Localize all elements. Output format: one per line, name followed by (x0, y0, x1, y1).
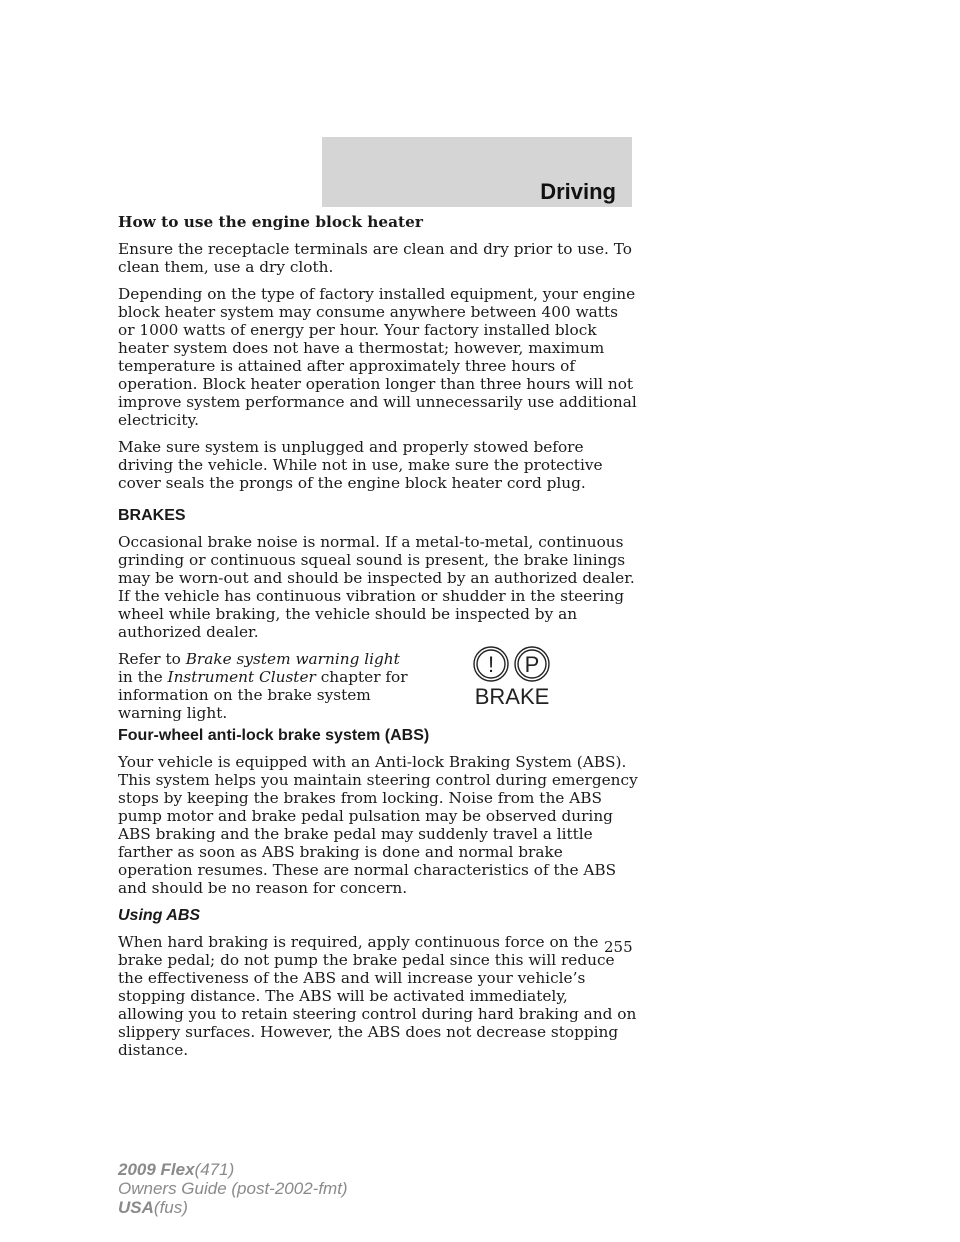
abs-paragraph-1: Your vehicle is equipped with an Anti-lock Braking System (ABS). This system helps you maintain steering control during emergency stops by keeping the brakes from locking. Noise from the ABS pump motor and brake pedal pulsation may be observed during ABS braking and the brake pedal may suddenly travel a little farther as soon as ABS braking is done and normal brake operation resumes. These are normal characteristics of the ABS and should be no reason for concern. (118, 753, 638, 897)
block-heater-heading: How to use the engine block heater (118, 213, 423, 231)
ref-suffix: chapter for information on the brake system warning light. (118, 668, 408, 722)
block-heater-paragraph-3: Make sure system is unplugged and properly stowed before driving the vehicle. While not in use, make sure the protective cover seals the prongs of the engine block heater cord plug. (118, 438, 603, 492)
footer-line-3 (118, 1198, 348, 1217)
ref-mid: in the (118, 668, 168, 686)
page-content (118, 213, 638, 1068)
footer-line-2: Owners Guide (post-2002-fmt) (118, 1179, 348, 1198)
block-heater-paragraph-1: Ensure the receptacle terminals are clean and dry prior to use. To clean them, use a dry cloth. (118, 240, 632, 276)
ref-instrument-cluster: Instrument Cluster (167, 668, 316, 686)
footer-metadata (118, 1160, 348, 1217)
brake-reference-text (118, 650, 408, 722)
using-abs-heading: Using ABS (118, 907, 201, 924)
footer-model-code: (471) (194, 1160, 235, 1179)
section-title: Driving (540, 179, 616, 204)
footer-market-code: (fus) (153, 1198, 188, 1217)
brake-icon-label: BRAKE (474, 684, 550, 708)
brake-warning-icon (468, 646, 560, 708)
block-heater-paragraph-2: Depending on the type of factory installed equipment, your engine block heater system may consume anywhere between 400 watts or 1000 watts of energy per hour. Your factory installed block heater system does not have a thermostat; however, maximum temperature is attained after approximately three hours of operation. Block heater operation longer than three hours will not improve system performance and will unnecessarily use additional electricity. (118, 285, 637, 429)
abs-paragraph-2: When hard braking is required, apply continuous force on the brake pedal; do not pump the brake pedal since this will reduce the effectiveness of the ABS and will increase your vehicle’s stopping distance. The ABS will be activated immediately, allowing you to retain steering control during hard braking and on slippery surfaces. However, the ABS does not decrease stopping distance. (118, 933, 637, 1059)
header-band (322, 137, 632, 207)
abs-heading: Four-wheel anti-lock brake system (ABS) (118, 727, 430, 744)
brake-reference-block (118, 650, 638, 722)
brakes-heading: BRAKES (118, 507, 186, 524)
brakes-paragraph-1: Occasional brake noise is normal. If a metal-to-metal, continuous grinding or continuous squeal sound is present, the brake linings may be worn-out and should be inspected by an authorized dealer. If the vehicle has continuous vibration or shudder in the steering wheel while braking, the vehicle should be inspected by an authorized dealer. (118, 533, 635, 641)
footer-line-1 (118, 1160, 348, 1179)
ref-prefix: Refer to (118, 650, 186, 668)
page-number: 255 (604, 938, 633, 956)
ref-brake-warning-light: Brake system warning light (185, 650, 400, 668)
footer-market: USA (118, 1198, 154, 1217)
brake-icon-exclaim: ! (487, 652, 495, 677)
footer-model: 2009 Flex (118, 1160, 195, 1179)
brake-icon-p: P (524, 652, 540, 677)
